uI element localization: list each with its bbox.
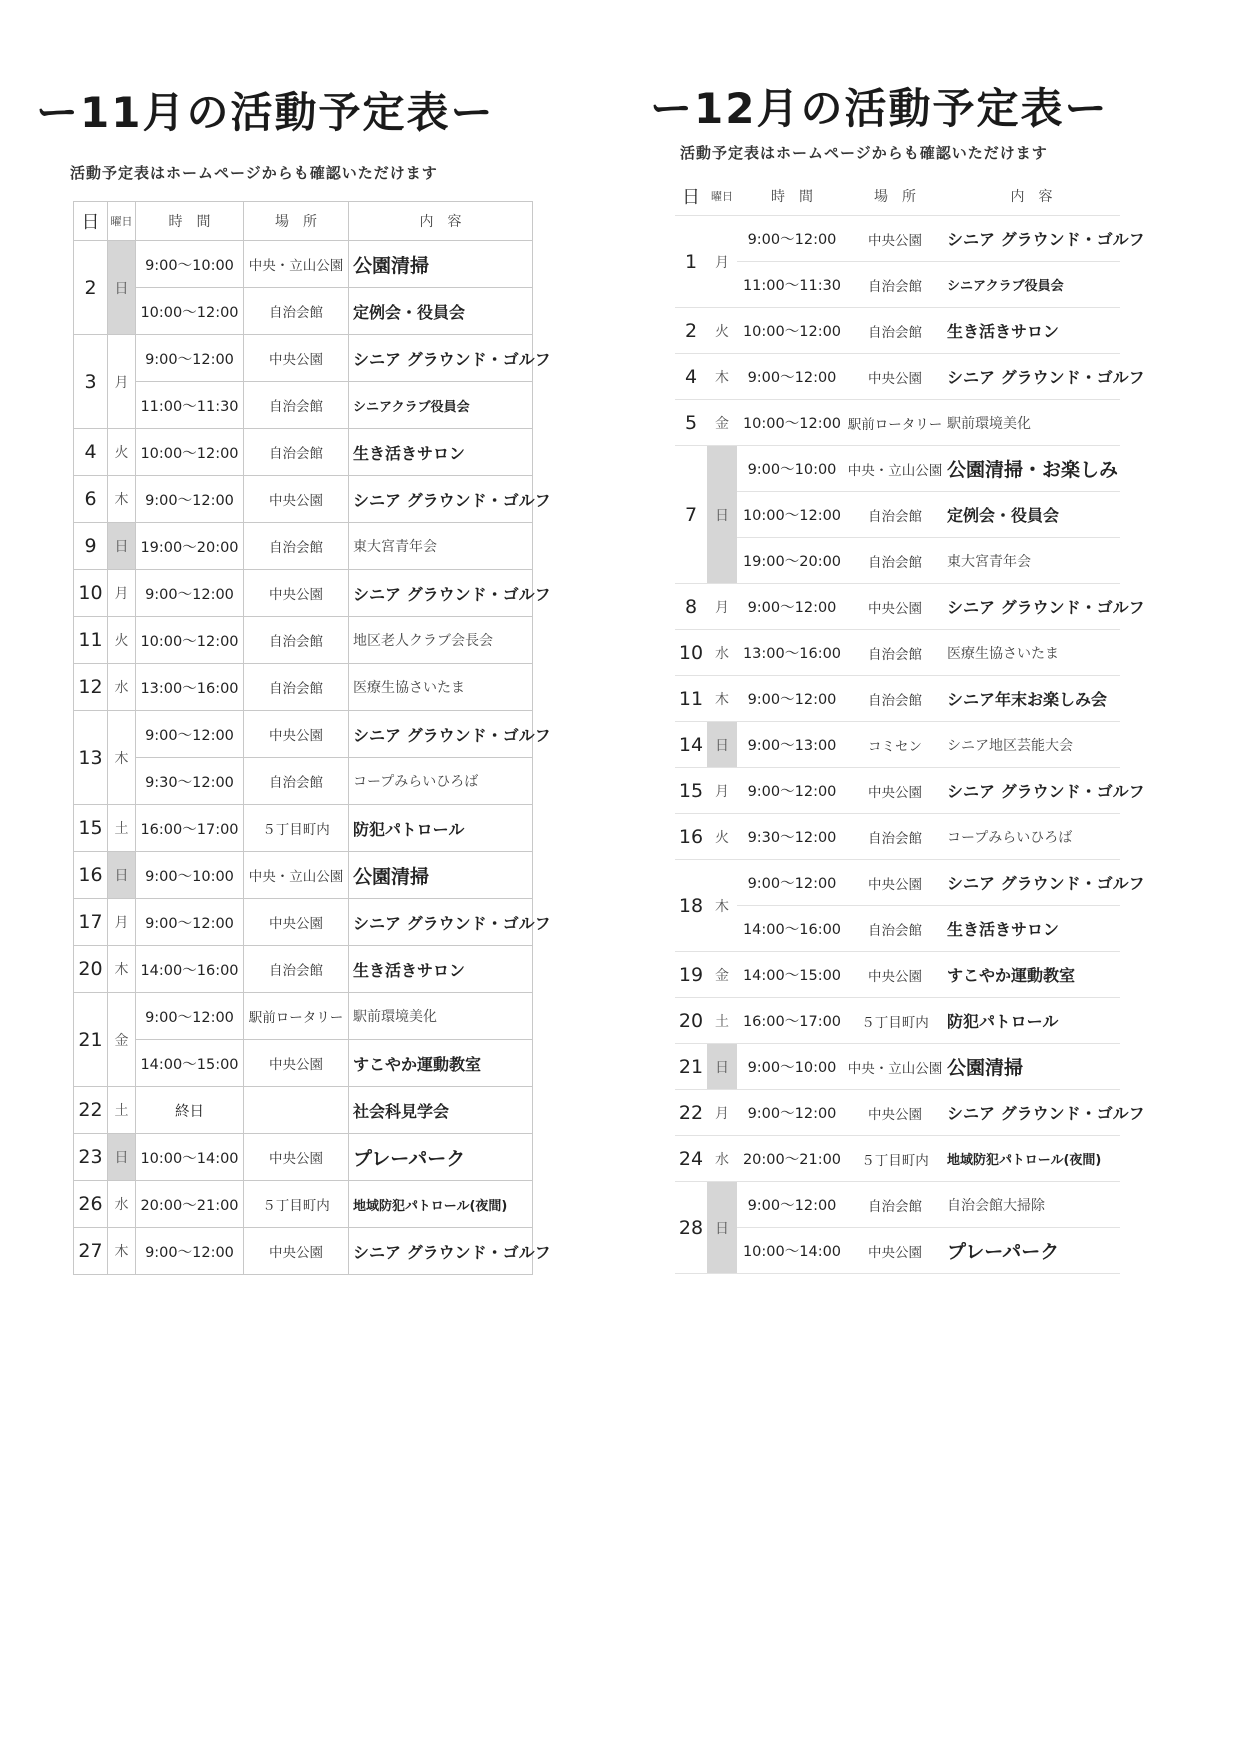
time-cell: 16:00～17:00 (136, 805, 244, 852)
header-time: 時 間 (737, 177, 847, 216)
schedule-row (675, 630, 1120, 676)
content-cell: シニア地区芸能大会 (943, 722, 1120, 768)
november-schedule (36, 80, 551, 1275)
weekday: 火 (707, 308, 737, 354)
weekday: 火 (108, 617, 136, 664)
header-weekday: 曜日 (108, 202, 136, 241)
time-cell: 9:00～12:00 (136, 476, 244, 523)
day-number: 19 (675, 952, 707, 998)
time-cell: 14:00～15:00 (737, 952, 847, 998)
schedule-row (675, 1182, 1120, 1228)
time-cell: 9:00～12:00 (737, 768, 847, 814)
time-cell: 16:00～17:00 (737, 998, 847, 1044)
weekday: 木 (108, 1228, 136, 1275)
schedule-row (675, 584, 1120, 630)
header-day: 日 (74, 202, 108, 241)
day-number: 23 (74, 1134, 108, 1181)
day-number: 17 (74, 899, 108, 946)
content-cell: シニア グラウンド・ゴルフ (943, 1090, 1120, 1136)
content-cell: すこやか運動教室 (943, 952, 1120, 998)
time-cell: 10:00～14:00 (136, 1134, 244, 1181)
schedule-row (74, 711, 533, 758)
content-cell: シニアクラブ役員会 (349, 382, 533, 429)
place-cell: 自治会館 (244, 429, 349, 476)
schedule-row (74, 1040, 533, 1087)
weekday: 土 (108, 805, 136, 852)
day-number: 22 (675, 1090, 707, 1136)
day-number: 4 (675, 354, 707, 400)
header-content: 内 容 (943, 177, 1120, 216)
content-cell: シニア グラウンド・ゴルフ (349, 1228, 533, 1275)
place-cell: 中央公園 (244, 1040, 349, 1087)
time-cell: 13:00～16:00 (136, 664, 244, 711)
content-cell: 生き活きサロン (349, 429, 533, 476)
weekday: 月 (108, 899, 136, 946)
time-cell: 10:00～12:00 (737, 492, 847, 538)
schedule-row (675, 814, 1120, 860)
place-cell: 自治会館 (244, 523, 349, 570)
header-row (675, 177, 1120, 216)
place-cell: 中央・立山公園 (847, 1044, 943, 1090)
schedule-row (74, 805, 533, 852)
place-cell: 中央公園 (244, 570, 349, 617)
place-cell: ５丁目町内 (847, 998, 943, 1044)
day-number: 7 (675, 446, 707, 584)
schedule-row (74, 993, 533, 1040)
schedule-row (74, 335, 533, 382)
day-number: 3 (74, 335, 108, 429)
schedule-row (675, 1228, 1120, 1274)
schedule-row (675, 216, 1120, 262)
schedule-row (74, 1087, 533, 1134)
time-cell: 9:00～10:00 (136, 852, 244, 899)
time-cell: 11:00～11:30 (737, 262, 847, 308)
schedule-row (675, 906, 1120, 952)
place-cell: 自治会館 (244, 946, 349, 993)
place-cell: 駅前ロータリー (244, 993, 349, 1040)
day-number: 15 (675, 768, 707, 814)
day-number: 20 (74, 946, 108, 993)
schedule-row (74, 570, 533, 617)
place-cell: 中央公園 (244, 335, 349, 382)
time-cell: 9:30～12:00 (136, 758, 244, 805)
time-cell: 20:00～21:00 (737, 1136, 847, 1182)
day-number: 24 (675, 1136, 707, 1182)
place-cell: 中央公園 (847, 1090, 943, 1136)
header-day: 日 (675, 177, 707, 216)
time-cell: 14:00～16:00 (136, 946, 244, 993)
place-cell: 中央公園 (244, 1134, 349, 1181)
place-cell: 中央公園 (244, 711, 349, 758)
content-cell: 定例会・役員会 (349, 288, 533, 335)
place-cell: 自治会館 (847, 906, 943, 952)
schedule-row (675, 446, 1120, 492)
weekday: 日 (108, 241, 136, 335)
place-cell: 自治会館 (847, 538, 943, 584)
schedule-row (675, 1136, 1120, 1182)
place-cell: ５丁目町内 (244, 805, 349, 852)
day-number: 11 (675, 676, 707, 722)
place-cell: 中央・立山公園 (244, 852, 349, 899)
weekday: 火 (108, 429, 136, 476)
time-cell: 9:00～10:00 (737, 1044, 847, 1090)
weekday: 月 (707, 768, 737, 814)
day-number: 28 (675, 1182, 707, 1274)
place-cell: 自治会館 (847, 492, 943, 538)
content-cell: 地区老人クラブ会長会 (349, 617, 533, 664)
content-cell: 生き活きサロン (943, 906, 1120, 952)
day-number: 18 (675, 860, 707, 952)
content-cell: 公園清掃・お楽しみ (943, 446, 1120, 492)
content-cell: シニア グラウンド・ゴルフ (349, 899, 533, 946)
weekday: 日 (707, 1044, 737, 1090)
place-cell: 自治会館 (847, 630, 943, 676)
day-number: 21 (74, 993, 108, 1087)
time-cell: 9:00～12:00 (737, 216, 847, 262)
schedule-row (675, 400, 1120, 446)
schedule-row (74, 899, 533, 946)
time-cell: 10:00～12:00 (737, 400, 847, 446)
december-note: 活動予定表はホームページからも確認いただけます (680, 144, 1048, 162)
day-number: 22 (74, 1087, 108, 1134)
schedule-row (74, 382, 533, 429)
time-cell: 終日 (136, 1087, 244, 1134)
place-cell: 自治会館 (847, 814, 943, 860)
day-number: 16 (675, 814, 707, 860)
place-cell: ５丁目町内 (847, 1136, 943, 1182)
header-content: 内 容 (349, 202, 533, 241)
november-title: ー11月の活動予定表ー (36, 88, 495, 137)
time-cell: 20:00～21:00 (136, 1181, 244, 1228)
place-cell: 中央公園 (244, 899, 349, 946)
place-cell: コミセン (847, 722, 943, 768)
day-number: 26 (74, 1181, 108, 1228)
place-cell: 中央公園 (244, 476, 349, 523)
schedule-row (74, 429, 533, 476)
december-title: ー12月の活動予定表ー (650, 84, 1109, 133)
schedule-row (74, 758, 533, 805)
weekday: 月 (108, 570, 136, 617)
time-cell: 9:00～10:00 (737, 446, 847, 492)
weekday: 日 (108, 523, 136, 570)
december-schedule (650, 80, 1145, 1274)
content-cell: 公園清掃 (349, 241, 533, 288)
day-number: 9 (74, 523, 108, 570)
content-cell: シニア グラウンド・ゴルフ (943, 860, 1120, 906)
weekday: 木 (707, 354, 737, 400)
content-cell: 駅前環境美化 (943, 400, 1120, 446)
content-cell: 地域防犯パトロール(夜間) (943, 1136, 1120, 1182)
day-number: 2 (675, 308, 707, 354)
place-cell: 自治会館 (244, 617, 349, 664)
content-cell: 公園清掃 (349, 852, 533, 899)
day-number: 10 (74, 570, 108, 617)
weekday: 金 (108, 993, 136, 1087)
content-cell: 生き活きサロン (943, 308, 1120, 354)
schedule-row (74, 476, 533, 523)
weekday: 土 (707, 998, 737, 1044)
header-weekday: 曜日 (707, 177, 737, 216)
weekday: 木 (108, 946, 136, 993)
content-cell: 医療生協さいたま (349, 664, 533, 711)
place-cell: 中央公園 (847, 860, 943, 906)
weekday: 火 (707, 814, 737, 860)
content-cell: シニア グラウンド・ゴルフ (349, 335, 533, 382)
schedule-row (74, 288, 533, 335)
place-cell: ５丁目町内 (244, 1181, 349, 1228)
content-cell: シニア グラウンド・ゴルフ (943, 216, 1120, 262)
place-cell: 中央公園 (847, 1228, 943, 1274)
weekday: 木 (108, 476, 136, 523)
content-cell: シニア グラウンド・ゴルフ (943, 584, 1120, 630)
schedule-row (675, 860, 1120, 906)
time-cell: 9:00～12:00 (737, 1090, 847, 1136)
day-number: 20 (675, 998, 707, 1044)
time-cell: 9:00～12:00 (136, 993, 244, 1040)
weekday: 金 (707, 952, 737, 998)
place-cell: 自治会館 (244, 288, 349, 335)
schedule-row (74, 1134, 533, 1181)
schedule-row (74, 617, 533, 664)
schedule-row (74, 1181, 533, 1228)
weekday: 月 (707, 216, 737, 308)
content-cell: コープみらいひろば (349, 758, 533, 805)
place-cell: 自治会館 (847, 1182, 943, 1228)
november-table (73, 201, 551, 1275)
time-cell: 10:00～12:00 (136, 617, 244, 664)
day-number: 15 (74, 805, 108, 852)
time-cell: 9:00～12:00 (737, 860, 847, 906)
time-cell: 14:00～16:00 (737, 906, 847, 952)
day-number: 10 (675, 630, 707, 676)
content-cell: 駅前環境美化 (349, 993, 533, 1040)
weekday: 日 (707, 722, 737, 768)
content-cell: すこやか運動教室 (349, 1040, 533, 1087)
place-cell: 自治会館 (244, 382, 349, 429)
time-cell: 9:30～12:00 (737, 814, 847, 860)
header-place: 場 所 (244, 202, 349, 241)
day-number: 4 (74, 429, 108, 476)
place-cell: 自治会館 (847, 262, 943, 308)
place-cell: 中央公園 (847, 584, 943, 630)
day-number: 27 (74, 1228, 108, 1275)
weekday: 土 (108, 1087, 136, 1134)
place-cell: 中央公園 (847, 216, 943, 262)
time-cell: 14:00～15:00 (136, 1040, 244, 1087)
day-number: 2 (74, 241, 108, 335)
day-number: 16 (74, 852, 108, 899)
weekday: 日 (108, 852, 136, 899)
content-cell: 防犯パトロール (349, 805, 533, 852)
header-place: 場 所 (847, 177, 943, 216)
weekday: 日 (108, 1134, 136, 1181)
place-cell: 中央・立山公園 (847, 446, 943, 492)
time-cell: 13:00～16:00 (737, 630, 847, 676)
time-cell: 9:00～12:00 (136, 1228, 244, 1275)
content-cell: プレーパーク (943, 1228, 1120, 1274)
december-table (675, 177, 1145, 1274)
time-cell: 9:00～12:00 (136, 335, 244, 382)
day-number: 6 (74, 476, 108, 523)
schedule-row (675, 538, 1120, 584)
weekday: 水 (707, 1136, 737, 1182)
schedule-row (74, 852, 533, 899)
schedule-row (74, 1228, 533, 1275)
time-cell: 9:00～12:00 (737, 1182, 847, 1228)
place-cell: 中央公園 (847, 952, 943, 998)
weekday: 日 (707, 446, 737, 584)
time-cell: 10:00～14:00 (737, 1228, 847, 1274)
time-cell: 9:00～13:00 (737, 722, 847, 768)
time-cell: 9:00～12:00 (737, 676, 847, 722)
content-cell: 自治会館大掃除 (943, 1182, 1120, 1228)
schedule-row (74, 664, 533, 711)
schedule-row (675, 262, 1120, 308)
content-cell: シニア グラウンド・ゴルフ (943, 354, 1120, 400)
schedule-row (675, 676, 1120, 722)
header-time: 時 間 (136, 202, 244, 241)
time-cell: 9:00～12:00 (136, 711, 244, 758)
place-cell: 自治会館 (244, 758, 349, 805)
weekday: 木 (108, 711, 136, 805)
weekday: 木 (707, 676, 737, 722)
schedule-row (675, 492, 1120, 538)
time-cell: 9:00～10:00 (136, 241, 244, 288)
content-cell: シニア グラウンド・ゴルフ (349, 570, 533, 617)
time-cell: 19:00～20:00 (136, 523, 244, 570)
content-cell: コープみらいひろば (943, 814, 1120, 860)
schedule-row (675, 998, 1120, 1044)
place-cell: 自治会館 (847, 676, 943, 722)
weekday: 日 (707, 1182, 737, 1274)
weekday: 金 (707, 400, 737, 446)
day-number: 1 (675, 216, 707, 308)
content-cell: 生き活きサロン (349, 946, 533, 993)
time-cell: 10:00～12:00 (136, 288, 244, 335)
content-cell: シニア グラウンド・ゴルフ (943, 768, 1120, 814)
schedule-row (675, 308, 1120, 354)
time-cell: 9:00～12:00 (136, 899, 244, 946)
day-number: 11 (74, 617, 108, 664)
header-row (74, 202, 533, 241)
time-cell: 9:00～12:00 (737, 354, 847, 400)
content-cell: 医療生協さいたま (943, 630, 1120, 676)
weekday: 水 (707, 630, 737, 676)
place-cell: 中央・立山公園 (244, 241, 349, 288)
place-cell: 自治会館 (244, 664, 349, 711)
time-cell: 19:00～20:00 (737, 538, 847, 584)
content-cell: シニア グラウンド・ゴルフ (349, 711, 533, 758)
time-cell: 11:00～11:30 (136, 382, 244, 429)
content-cell: シニア グラウンド・ゴルフ (349, 476, 533, 523)
content-cell: 地域防犯パトロール(夜間) (349, 1181, 533, 1228)
day-number: 8 (675, 584, 707, 630)
place-cell: 駅前ロータリー (847, 400, 943, 446)
weekday: 月 (707, 584, 737, 630)
content-cell: 定例会・役員会 (943, 492, 1120, 538)
time-cell: 10:00～12:00 (136, 429, 244, 476)
content-cell: 防犯パトロール (943, 998, 1120, 1044)
schedule-row (675, 768, 1120, 814)
weekday: 水 (108, 664, 136, 711)
schedule-row (675, 952, 1120, 998)
place-cell: 自治会館 (847, 308, 943, 354)
day-number: 5 (675, 400, 707, 446)
day-number: 21 (675, 1044, 707, 1090)
time-cell: 9:00～12:00 (737, 584, 847, 630)
content-cell: シニア年末お楽しみ会 (943, 676, 1120, 722)
content-cell: 公園清掃 (943, 1044, 1120, 1090)
day-number: 12 (74, 664, 108, 711)
content-cell: シニアクラブ役員会 (943, 262, 1120, 308)
schedule-row (675, 722, 1120, 768)
time-cell: 10:00～12:00 (737, 308, 847, 354)
place-cell (244, 1087, 349, 1134)
schedule-row (74, 241, 533, 288)
day-number: 13 (74, 711, 108, 805)
schedule-row (74, 523, 533, 570)
time-cell: 9:00～12:00 (136, 570, 244, 617)
content-cell: 東大宮青年会 (943, 538, 1120, 584)
content-cell: 東大宮青年会 (349, 523, 533, 570)
schedule-row (675, 354, 1120, 400)
weekday: 木 (707, 860, 737, 952)
schedule-row (74, 946, 533, 993)
content-cell: プレーパーク (349, 1134, 533, 1181)
weekday: 月 (707, 1090, 737, 1136)
schedule-row (675, 1044, 1120, 1090)
weekday: 水 (108, 1181, 136, 1228)
weekday: 月 (108, 335, 136, 429)
day-number: 14 (675, 722, 707, 768)
november-note: 活動予定表はホームページからも確認いただけます (70, 164, 438, 182)
content-cell: 社会科見学会 (349, 1087, 533, 1134)
schedule-row (675, 1090, 1120, 1136)
place-cell: 中央公園 (244, 1228, 349, 1275)
place-cell: 中央公園 (847, 768, 943, 814)
place-cell: 中央公園 (847, 354, 943, 400)
